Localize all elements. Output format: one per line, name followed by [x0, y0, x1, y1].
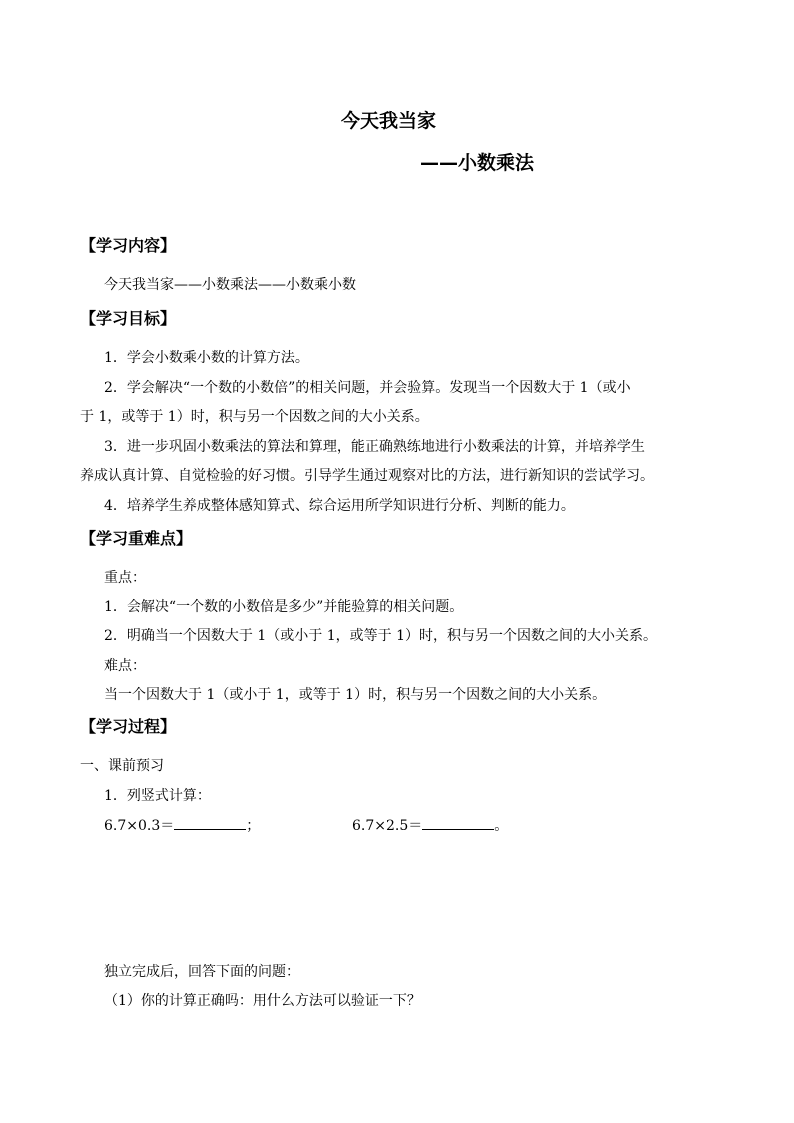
keypoint-line: 当一个因数大于 1（或小于 1，或等于 1）时，积与另一个因数之间的大小关系。	[104, 687, 607, 703]
goal-line: 3．进一步巩固小数乘法的算法和算理，能正确熟练地进行小数乘法的计算，并培养学生	[104, 439, 645, 455]
heading-goals: 【学习目标】	[80, 309, 177, 328]
process-question-1: （1）你的计算正确吗：用什么方法可以验证一下？	[104, 993, 421, 1009]
keypoint-line: 重点：	[104, 570, 146, 586]
goal-line: 于 1，或等于 1）时，积与另一个因数之间的大小关系。	[80, 409, 429, 425]
goal-line: 4．培养学生养成整体感知算式、综合运用所学知识进行分析、判断的能力。	[104, 498, 575, 514]
keypoint-line: 2．明确当一个因数大于 1（或小于 1，或等于 1）时，积与另一个因数之间的大小关系。	[104, 628, 657, 644]
goal-line: 1．学会小数乘小数的计算方法。	[104, 350, 309, 366]
goal-line: 2．学会解决“一个数的小数倍”的相关问题，并会验算。发现当一个因数大于 1（或小	[104, 380, 631, 396]
heading-keypoints: 【学习重难点】	[80, 529, 193, 548]
heading-content: 【学习内容】	[80, 236, 177, 255]
equation-1-text: 6.7×0.3＝	[104, 818, 175, 834]
keypoint-line: 难点：	[104, 658, 146, 674]
document-subtitle: ——小数乘法	[420, 152, 535, 174]
equation-2-end: 。	[494, 818, 509, 834]
heading-process: 【学习过程】	[80, 717, 177, 736]
equation-1	[104, 815, 260, 835]
process-task1: 1．列竖式计算：	[104, 788, 211, 804]
equation-2	[352, 815, 508, 835]
answer-blank-1[interactable]	[174, 815, 246, 830]
content-text: 今天我当家——小数乘法——小数乘小数	[104, 277, 356, 293]
equation-1-end: ；	[246, 818, 261, 834]
answer-blank-2[interactable]	[422, 815, 494, 830]
keypoint-line: 1．会解决“一个数的小数倍是多少”并能验算的相关问题。	[104, 599, 464, 615]
goal-line: 养成认真计算、自觉检验的好习惯。引导学生通过观察对比的方法，进行新知识的尝试学习。	[80, 468, 654, 484]
equation-2-text: 6.7×2.5＝	[352, 818, 423, 834]
process-part1: 一、课前预习	[80, 758, 164, 774]
process-after: 独立完成后，回答下面的问题：	[104, 964, 300, 980]
document-title: 今天我当家	[341, 110, 437, 132]
